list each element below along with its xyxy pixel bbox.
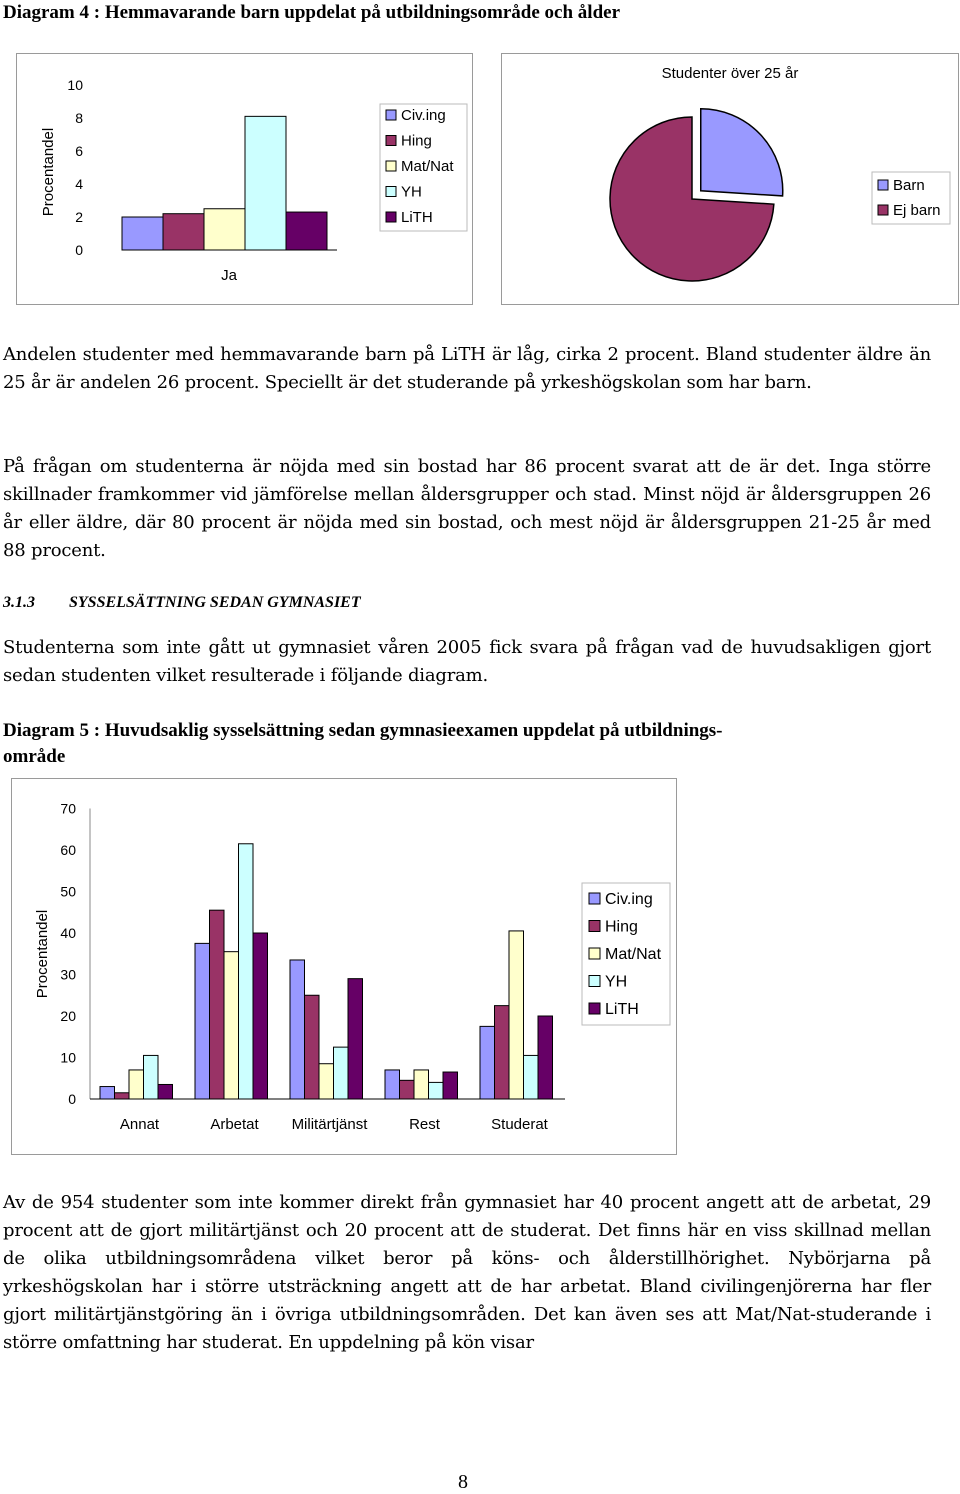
y-axis-label: Procentandel [40, 127, 57, 217]
legend-label: LiTH [401, 209, 433, 226]
legend-label: YH [401, 183, 422, 201]
y-tick-label: 4 [75, 176, 83, 192]
x-tick-label: Rest [409, 1116, 440, 1133]
paragraph-children: Andelen studenter med hemmavarande barn på LiTH är låg, cirka 2 procent. Bland studenter äldre än 25 år är andelen 26 procent. Speciellt är det studerande på yrkeshögskolan som har barn. [3, 344, 931, 393]
x-tick-label: Studerat [491, 1116, 548, 1133]
bar-arbetat-civ-ing [195, 943, 210, 1099]
chart-title: Studenter över 25 år [661, 65, 799, 82]
y-tick-label: 8 [75, 110, 83, 126]
bar-annat-lith [158, 1084, 173, 1099]
x-tick-label: Arbetat [210, 1116, 259, 1133]
bar-studerat-mat-nat [509, 931, 524, 1099]
paragraph-housing: På frågan om studenterna är nöjda med sin bostad har 86 procent svarat att de är det. Inga större skillnader framkommer vid jämförelse mellan åldersgrupper och stad. Minst nöjd är åldersgruppen 26 år eller äldre, där 80 procent är nöjda med sin bostad, och mest nöjd är åldersgruppen 21-25 år med 88 procent. [3, 456, 931, 561]
legend-swatch [589, 921, 600, 932]
legend-label: Hing [605, 918, 638, 936]
section-title: SYSSELSÄTTNING SEDAN GYMNASIET [69, 594, 361, 611]
y-axis-label: Procentandel [34, 909, 51, 999]
diagram5-bar-chart [12, 779, 676, 1154]
y-tick-label: 6 [75, 143, 83, 159]
legend-swatch [589, 948, 600, 959]
pie-slice-barn [701, 109, 783, 196]
legend-label: Barn [893, 177, 925, 194]
y-tick-label: 2 [75, 209, 83, 225]
bar-militärtjänst-yh [334, 1047, 349, 1099]
diagram5-caption [3, 718, 903, 770]
bar-yh [245, 116, 286, 250]
bar-annat-civ-ing [100, 1087, 115, 1099]
section-number: 3.1.3 [3, 594, 35, 611]
bar-rest-hing [400, 1080, 415, 1099]
bar-rest-civ-ing [385, 1070, 400, 1099]
legend-label: Hing [401, 132, 432, 150]
diagram5-bar-chart-frame [11, 778, 677, 1155]
bar-militärtjänst-civ-ing [290, 960, 305, 1099]
bar-studerat-civ-ing [480, 1026, 495, 1099]
bar-rest-lith [443, 1072, 458, 1099]
y-tick-label: 10 [67, 77, 83, 93]
y-tick-label: 30 [60, 966, 76, 983]
bar-arbetat-yh [239, 844, 254, 1099]
x-tick-label: Ja [221, 267, 237, 284]
diagram4-pie-chart [502, 54, 958, 304]
legend-label: Ej barn [893, 202, 941, 219]
legend-label: Civ.ing [605, 891, 653, 908]
diagram4-pie-chart-frame [501, 53, 959, 305]
legend [582, 883, 670, 1025]
legend [872, 172, 950, 224]
bar-studerat-lith [538, 1016, 553, 1099]
legend [380, 104, 467, 231]
bar-rest-yh [429, 1082, 444, 1099]
paragraph-intro-diagram5: Studenterna som inte gått ut gymnasiet våren 2005 fick svara på frågan vad de huvudsakligen gjort sedan studenten vilket resulterade i följande diagram. [3, 637, 931, 686]
legend-label: LiTH [605, 1001, 639, 1018]
y-tick-label: 0 [75, 242, 83, 258]
x-tick-label: Annat [119, 1116, 160, 1133]
bar-arbetat-lith [253, 933, 268, 1099]
bar-studerat-hing [495, 1006, 510, 1099]
page-number: 8 [458, 1471, 468, 1493]
bar-militärtjänst-lith [348, 979, 363, 1099]
bar-annat-hing [115, 1093, 130, 1099]
diagram4-caption: Diagram 4 : Hemmavarande barn uppdelat på utbildningsområde och ålder [3, 2, 621, 23]
y-tick-label: 60 [60, 842, 76, 858]
bar-lith [286, 212, 327, 250]
diagram4-bar-chart-frame [16, 53, 473, 305]
legend-label: YH [605, 973, 628, 991]
paragraph-occupation: Av de 954 studenter som inte kommer direkt från gymnasiet har 40 procent angett att de arbetat, 29 procent att de gjort militärtjänst och 20 procent att de studerat. Det finns här en viss skillnad mellan de olika utbildningsområdena vilket beror på köns- och ålderstillhörighet. Nybörjarna på yrkeshögskolan har i större utsträckning angett att de har arbetat. Bland civilingenjörerna har fler gjort militärtjänstgöring än i övriga utbildningsområden. Det kan även ses att Mat/Nat-studerande i större omfattning har studerat. En uppdelning på kön visar [3, 1192, 931, 1353]
y-tick-label: 10 [60, 1049, 76, 1066]
bar-militärtjänst-hing [305, 995, 320, 1099]
section-heading [3, 594, 361, 612]
bar-arbetat-mat-nat [224, 952, 239, 1099]
bar-mat-nat [204, 209, 245, 250]
legend-swatch [386, 110, 396, 120]
y-tick-label: 0 [68, 1091, 76, 1107]
legend-swatch [386, 161, 396, 171]
legend-swatch [386, 136, 396, 146]
bar-civ-ing [122, 217, 163, 250]
legend-swatch [878, 205, 888, 215]
legend-label: Mat/Nat [605, 946, 662, 963]
diagram4-bar-chart [17, 54, 472, 304]
bar-annat-yh [144, 1055, 159, 1099]
bar-arbetat-hing [210, 910, 225, 1099]
bar-annat-mat-nat [129, 1070, 144, 1099]
y-tick-label: 50 [60, 883, 76, 900]
y-tick-label: 40 [60, 925, 76, 941]
bar-militärtjänst-mat-nat [319, 1064, 334, 1099]
legend-swatch [589, 976, 600, 987]
legend-swatch [589, 1003, 600, 1014]
legend-label: Civ.ing [401, 107, 446, 124]
diagram5-caption-line1: Diagram 5 : Huvudsaklig sysselsättning sedan gymnasieexamen uppdelat på utbildnings- [3, 720, 723, 741]
legend-swatch [878, 180, 888, 190]
y-tick-label: 20 [60, 1008, 76, 1024]
bar-studerat-yh [524, 1055, 539, 1099]
bar-rest-mat-nat [414, 1070, 429, 1099]
legend-swatch [386, 212, 396, 222]
diagram5-caption-line2: område [3, 746, 66, 767]
y-tick-label: 70 [60, 800, 76, 817]
legend-swatch [386, 187, 396, 197]
legend-label: Mat/Nat [401, 158, 454, 175]
bar-hing [163, 214, 204, 250]
legend-swatch [589, 893, 600, 904]
x-tick-label: Militärtjänst [291, 1116, 368, 1133]
